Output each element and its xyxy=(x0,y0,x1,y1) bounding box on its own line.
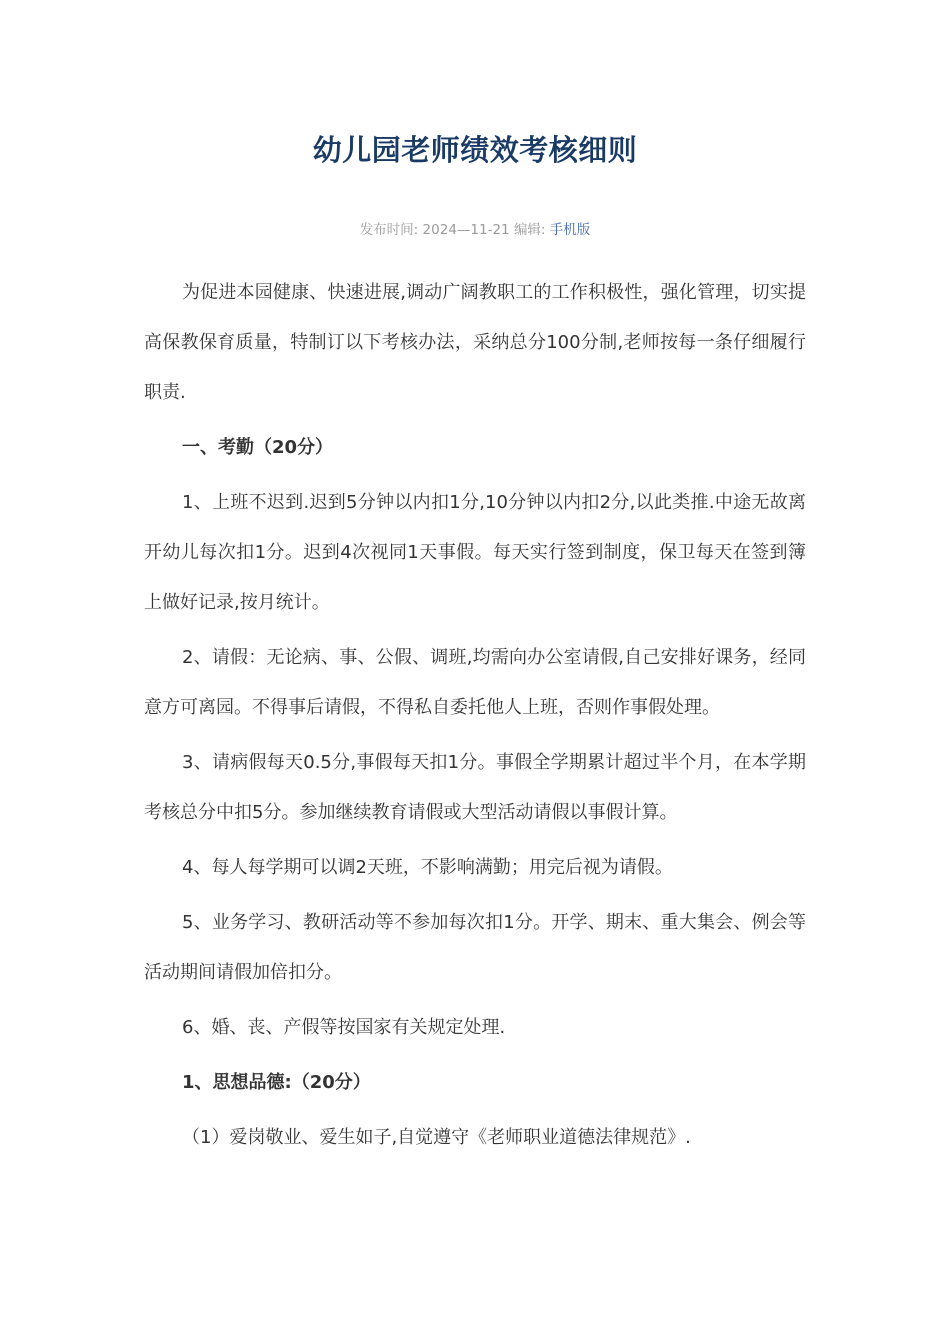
article-body xyxy=(144,268,806,1168)
attendance-item-3: 3、请病假每天0.5分,事假每天扣1分。事假全学期累计超过半个月，在本学期考核总分中扣5分。参加继续教育请假或大型活动请假以事假计算。 xyxy=(144,752,806,823)
section-heading-attendance: 一、考勤（20分） xyxy=(182,437,334,458)
attendance-item-2: 2、请假：无论病、事、公假、调班,均需向办公室请假,自己安排好课务，经同意方可离园。不得事后请假，不得私自委托他人上班，否则作事假处理。 xyxy=(144,647,806,718)
publish-label: 发布时间: xyxy=(359,222,419,238)
section-heading-morality: 1、思想品德:（20分） xyxy=(182,1072,371,1093)
intro-paragraph: 为促进本园健康、快速进展,调动广阔教职工的工作积极性，强化管理，切实提高保教保育质量，特制订以下考核办法，采纳总分100分制,老师按每一条仔细履行职责. xyxy=(144,282,806,403)
attendance-item-1: 1、上班不迟到.迟到5分钟以内扣1分,10分钟以内扣2分,以此类推.中途无故离开幼儿每次扣1分。迟到4次视同1天事假。每天实行签到制度，保卫每天在签到簿上做好记录,按月统计。 xyxy=(144,492,806,613)
attendance-item-5: 5、业务学习、教研活动等不参加每次扣1分。开学、期末、重大集会、例会等活动期间请假加倍扣分。 xyxy=(144,912,806,983)
mobile-version-link[interactable]: 手机版 xyxy=(549,222,591,238)
attendance-item-6: 6、婚、丧、产假等按国家有关规定处理. xyxy=(182,1017,506,1038)
article-title: 幼儿园老师绩效考核细则 xyxy=(312,133,638,167)
morality-item-1: （1）爱岗敬业、爱生如子,自觉遵守《老师职业道德法律规范》. xyxy=(182,1127,691,1148)
publish-date: 2024—11-21 xyxy=(422,222,510,238)
attendance-item-4: 4、每人每学期可以调2天班，不影响满勤；用完后视为请假。 xyxy=(182,857,673,878)
editor-label: 编辑: xyxy=(513,222,546,238)
article-meta xyxy=(144,219,806,241)
